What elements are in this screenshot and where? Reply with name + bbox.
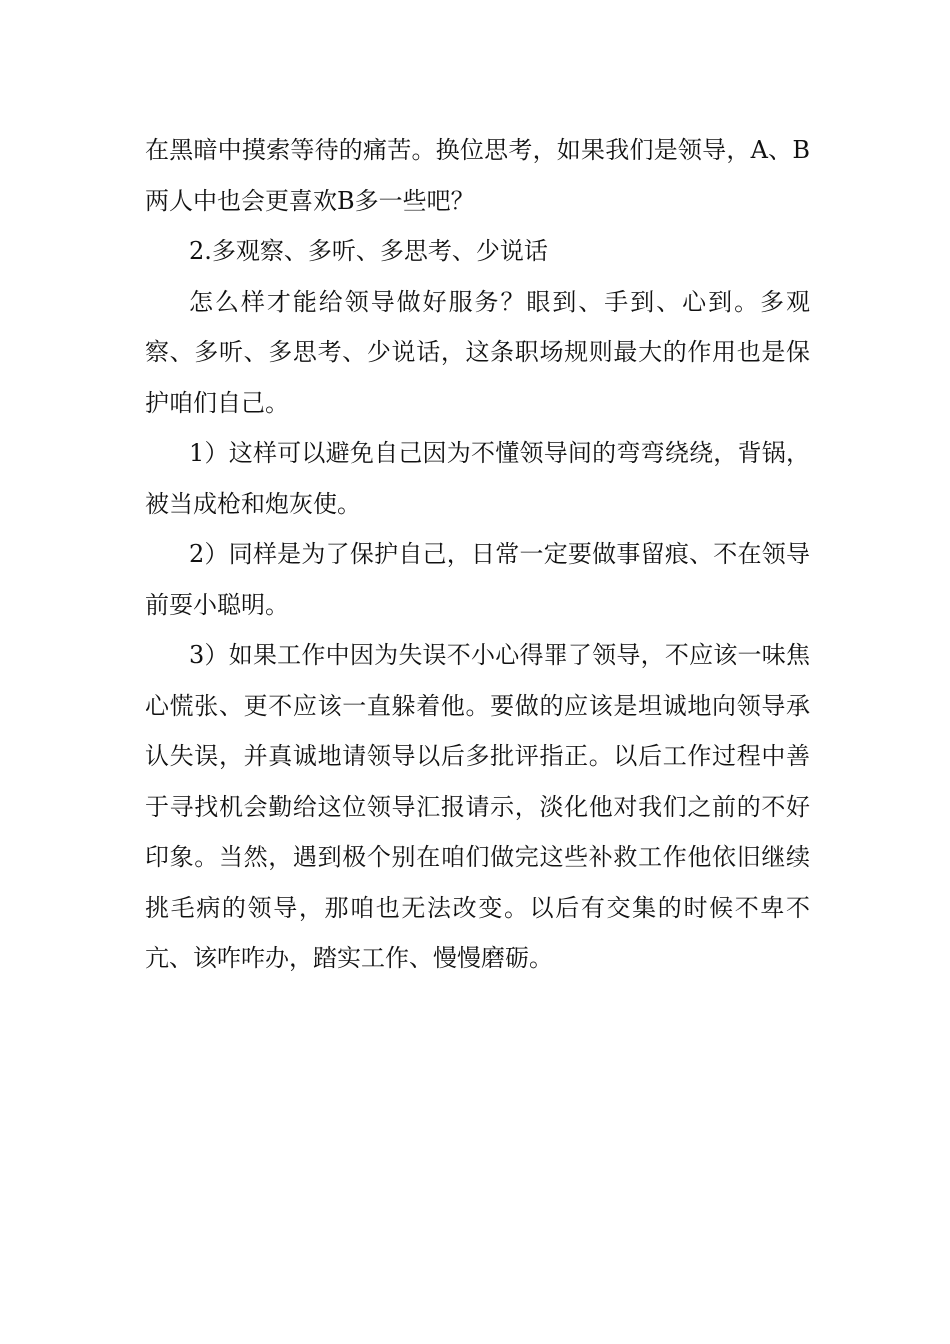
list-item-3: 3）如果工作中因为失误不小心得罪了领导，不应该一味焦心慌张、更不应该一直躲着他。要做的应该是坦诚地向领导承认失误，并真诚地请领导以后多批评指正。以后工作过程中善于寻找机会勤给这位领导汇报请示，淡化他对我们之前的不好印象。当然，遇到极个别在咱们做完这些补救工作他依旧继续挑毛病的领导，那咱也无法改变。以后有交集的时候不卑不亢、该咋咋办，踏实工作、慢慢磨砺。 [145,641,810,972]
section-heading: 2.多观察、多听、多思考、少说话 [189,237,548,265]
paragraph-service: 怎么样才能给领导做好服务？眼到、手到、心到。多观察、多听、多思考、少说话，这条职场规则最大的作用也是保护咱们自己。 [145,287,810,417]
paragraph-continuation: 在黑暗中摸索等待的痛苦。换位思考，如果我们是领导，A、B两人中也会更喜欢B多一些吧？ [145,136,810,215]
document-body [145,125,810,984]
list-item-2: 2）同样是为了保护自己，日常一定要做事留痕、不在领导前耍小聪明。 [145,540,810,619]
list-item-1: 1）这样可以避免自己因为不懂领导间的弯弯绕绕，背锅，被当成枪和炮灰使。 [145,439,810,518]
